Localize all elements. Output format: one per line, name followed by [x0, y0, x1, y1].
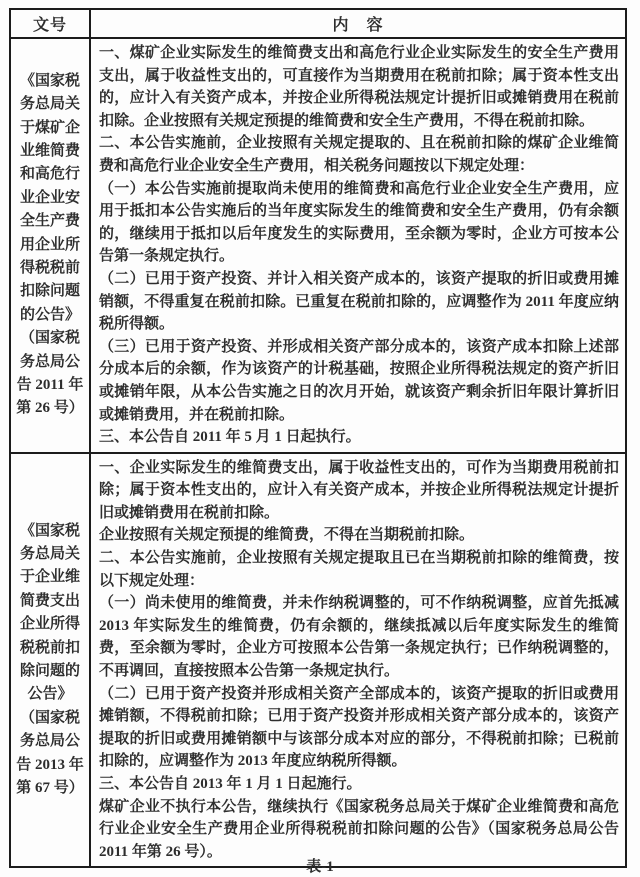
content-paragraph: 煤矿企业不执行本公告，继续执行《国家税务总局关于煤矿企业维简费和高危行业企业安全生产费用企业所得税税前扣除问题的公告》（国家税务总局公告 2011 年第 26 号）。 — [99, 798, 619, 860]
content-paragraph: （二）已用于资产投资、并计入相关资产成本的，该资产提取的折旧或费用摊销额，不得重复在税前扣除。已重复在税前扣除的，应调整作为 2011 年度应纳税所得额。 — [99, 270, 619, 333]
content-paragraph: （二）已用于资产投资并形成相关资产全部成本的，该资产提取的折旧或费用摊销额，不得税前扣除；已用于资产投资并形成相关资产部分成本的，该资产提取的折旧或费用摊销额中与该部分成本对应的部分，不得税前扣除；已税前扣除的，应调整作为 2013 年度应纳税所得额。 — [99, 685, 619, 770]
content-paragraph: 二、本公告实施前，企业按照有关规定提取的、且在税前扣除的煤矿企业维简费和高危行业企业安全生产费用，相关税务问题按以下规定处理： — [99, 135, 619, 174]
content-cell — [90, 453, 626, 868]
table-row — [10, 453, 626, 868]
content-paragraph: 三、本公告自 2013 年 1 月 1 日起施行。 — [99, 776, 362, 792]
content-paragraph: （一）本公告实施前提取尚未使用的维简费和高危行业企业安全生产费用，应用于抵扣本公告实施后的当年度实际发生的维简费和安全生产费用，仍有余额的，继续用于抵扣以后年度发生的实际费用，至余额为零时，企业方可按本公告第一条规定执行。 — [99, 180, 619, 265]
content-cell — [90, 38, 626, 453]
table-row — [10, 38, 626, 453]
content-paragraph: 二、本公告实施前，企业按照有关规定提取且已在当期税前扣除的维简费，按以下规定处理： — [99, 550, 619, 589]
header-content: 内 容 — [90, 9, 626, 38]
content-paragraph: （三）已用于资产投资、并形成相关资产部分成本的，该资产成本扣除上述部分成本后的余额，作为该资产的计税基础，按照企业所得税法规定的资产折旧或摊销年限，从本公告实施之日的次月开始，就该资产剩余折旧年限计算折旧或摊销费用，并在税前扣除。 — [99, 338, 619, 423]
table-caption: 表-1 — [306, 859, 334, 875]
content-paragraph: （一）尚未使用的维简费，并未作纳税调整的，可不作纳税调整，应首先抵减 2013 年实际发生的维简费，仍有余额的，继续抵减以后年度实际发生的维简费，至余额为零时，企业方可按照本公告第一条规定执行；已作纳税调整的，不再调回，直接按照本公告第一条规定执行。 — [99, 595, 619, 680]
doc-number-cell: 《国家税 务总局关 于煤矿企 业维简费 和高危行 业企业安 全生产费 用企业所 得税税前 扣除问题 的公告》 （国家税 务总局公 告 2011 年 第 26 号） — [10, 38, 90, 453]
doc-number-cell: 《国家税 务总局关 于企业维 简费支出 企业所得 税税前扣 除问题的 公告》 （国家税 务总局公 告 2013 年 第 67 号） — [10, 453, 90, 868]
tax-regulations-table — [9, 8, 627, 868]
content-paragraph: 企业按照有关规定预提的维简费，不得在当期税前扣除。 — [99, 527, 475, 544]
header-doc-number: 文号 — [10, 9, 90, 38]
content-paragraph: 一、企业实际发生的维简费支出，属于收益性支出的，可作为当期费用税前扣除；属于资本性支出的，应计入有关资产成本，并按企业所得税法规定计提折旧或摊销费用在税前扣除。 — [99, 459, 619, 521]
content-paragraph: 三、本公告自 2011 年 5 月 1 日起执行。 — [99, 429, 361, 446]
table-header-row — [10, 9, 626, 38]
content-paragraph: 一、煤矿企业实际发生的维简费支出和高危行业企业实际发生的安全生产费用支出，属于收益性支出的，可直接作为当期费用在税前扣除；属于资本性支出的，应计入有关资产成本，并按企业所得税法规定计提折旧或摊销费用在税前扣除。企业按照有关规定预提的维简费和安全生产费用，不得在税前扣除。 — [99, 45, 619, 129]
